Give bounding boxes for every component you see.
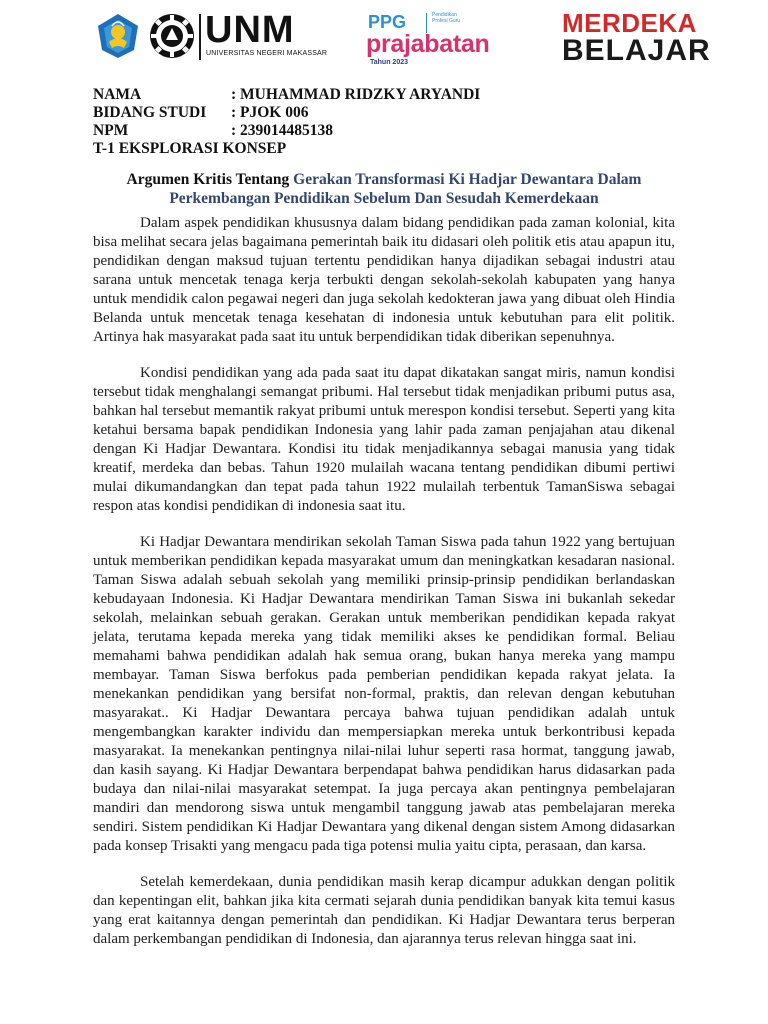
identity-row-task — [93, 140, 480, 158]
merdeka-wordmark: MERDEKA — [562, 8, 697, 38]
document-body — [93, 214, 675, 966]
unm-wordmark: UNM — [205, 9, 295, 51]
identity-value: : MUHAMMAD RIDZKY ARYANDI — [231, 86, 481, 103]
identity-label: NAMA — [93, 86, 142, 103]
tut-wuri-handayani-logo — [94, 12, 142, 60]
ppg-small-text: Pendidikan Profesi Guru — [432, 12, 461, 24]
identity-value: : PJOK 006 — [231, 104, 309, 121]
unm-subtitle: UNIVERSITAS NEGERI MAKASSAR — [206, 50, 328, 57]
title-prefix: Argumen Kritis Tentang — [126, 171, 294, 188]
prajabatan-wordmark: prajabatan — [366, 30, 490, 58]
identity-label: BIDANG STUDI — [93, 104, 207, 121]
ppg-prajabatan-logo — [366, 8, 516, 70]
ppg-wordmark: PPG — [368, 12, 407, 32]
identity-row-nama — [93, 86, 480, 104]
identity-value: : 239014485138 — [231, 122, 334, 139]
paragraph: Kondisi pendidikan yang ada pada saat itu dapat dikatakan sangat miris, namun kondisi tersebut tidak menghalangi semangat pribumi. Hal tersebut tidak menjadikan pribumi putus asa, bahkan hal tersebut memantik rakyat pribumi untuk merespon kondisi tersebut. Seperti yang kita ketahui bersama bapak pendidikan Indonesia yang lahir pada zaman penjajahan atau dikenal dengan Ki Hadjar Dewantara. Kondisi itu tidak menjadikannya sebagai manusia yang tidak kreatif, merdeka dan bebas. Tahun 1920 mulailah wacana tentang pendidikan dibumi pertiwi mulai dikumandangkan dan tepat pada tahun 1922 mulailah terbentuk TamanSiswa sebagai respon atas kondisi pendidikan di indonesia saat itu. — [93, 365, 675, 514]
identity-row-npm — [93, 122, 480, 140]
ppg-year: Tahun 2023 — [370, 59, 408, 66]
logo-divider — [199, 14, 201, 60]
document-title — [93, 170, 675, 208]
unm-emblem-logo — [148, 12, 196, 60]
paragraph: Dalam aspek pendidikan khususnya dalam bidang pendidikan pada zaman kolonial, kita bisa melihat secara jelas bagaimana pemerintah baik itu didasari oleh politik etis atau apapun itu, pendidikan dengan maksud tujuan tertentu pendidikan hanya dijadikan sebagai industri atau sarana untuk mencetak tenaga kerja terbukti dengan sekolah-sekolah kabupaten yang hanya untuk mendidik calon pegawai negeri dan juga sekolah kedokteran jawa yang dibuat oleh Hindia Belanda untuk mencetak tenaga kesehatan di indonesia untuk kebutuhan para elit politik. Artinya hak masyarakat pada saat itu untuk berpendidikan tidak diberikan sepenuhnya. — [93, 215, 675, 345]
identity-label: NPM — [93, 122, 129, 139]
page-header — [0, 8, 768, 70]
paragraph: Setelah kemerdekaan, dunia pendidikan masih kerap dicampur adukkan dengan politik dan kepentingan elit, bahkan jika kita cermati sejarah dunia pendidikan banyak kita temui kasus yang erat kaitannya dengan pemerintah dan pendidikan. Ki Hadjar Dewantara terus berperan dalam perkembangan pendidikan di Indonesia, dan ajarannya terus relevan hingga saat ini. — [93, 874, 675, 947]
paragraph: Ki Hadjar Dewantara mendirikan sekolah Taman Siswa pada tahun 1922 yang bertujuan untuk memberikan pendidikan kepada masyarakat umum dan meningkatkan kesadaran nasional. Taman Siswa adalah sebuah sekolah yang memiliki prinsip-prinsip pendidikan berlandaskan kebudayaan Indonesia. Ki Hadjar Dewantara mendirikan Taman Siswa ini bukanlah sekedar sekolah, melainkan sebuah gerakan. Gerakan untuk memberikan pendidikan kepada rakyat jelata, terutama kepada mereka yang tidak memiliki akses ke pendidikan formal. Beliau memahami bahwa pendidikan adalah hak semua orang, bukan hanya mereka yang mampu membayar. Taman Siswa berfokus pada pemberian pendidikan kepada rakyat jelata. Ia menekankan pendidikan yang bersifat non-formal, praktis, dan relevan dengan kebutuhan masyarakat.. Ki Hadjar Dewantara percaya bahwa tujuan pendidikan adalah untuk mengembangkan karakter individu dan mempersiapkan mereka untuk berkontribusi kepada masyarakat. Ia menekankan pentingnya nilai-nilai luhur seperti rasa hormat, tanggung jawab, dan kasih sayang. Ki Hadjar Dewantara berpendapat bahwa pendidikan harus didasarkan pada budaya dan nilai-nilai masyarakat setempat. Ia juga percaya akan pentingnya pembelajaran mandiri dan mendorong siswa untuk mengambil tanggung jawab atas pembelajaran mereka sendiri. Sistem pendidikan Ki Hadjar Dewantara yang dikenal dengan sistem Among didasarkan pada konsep Trisakti yang mengacu pada tiga potensi mulia yaitu cipta, perasaan, dan karsa. — [93, 534, 675, 854]
identity-row-bidang-studi — [93, 104, 480, 122]
student-identity — [93, 86, 480, 158]
task-label: T-1 EKSPLORASI KONSEP — [93, 140, 287, 157]
belajar-wordmark: BELAJAR — [562, 34, 711, 67]
title-main: Gerakan Transformasi Ki Hadjar Dewantara Dalam Perkembangan Pendidikan Sebelum Dan Sesudah Kemerdekaan — [169, 171, 642, 207]
